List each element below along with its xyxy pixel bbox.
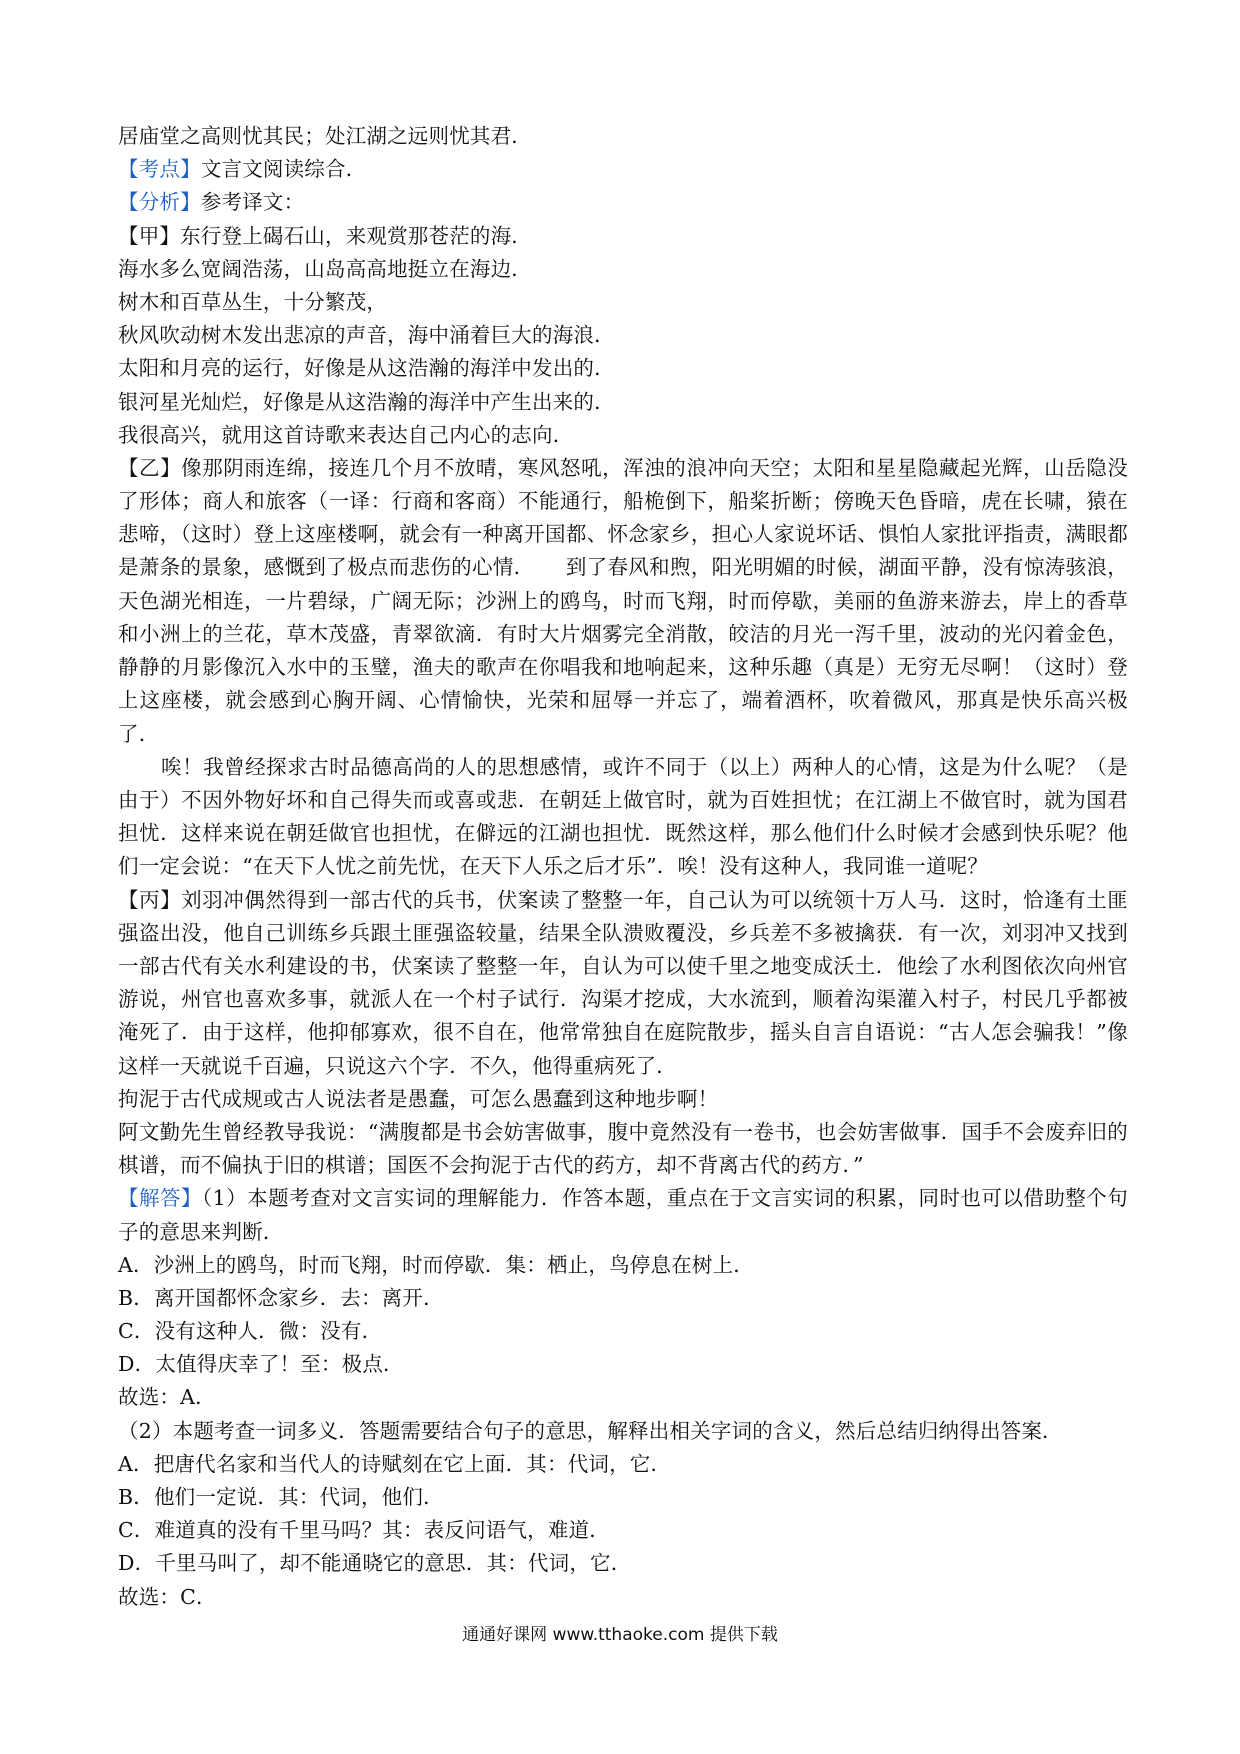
bing-line-2: 拘泥于古代成规或古人说法者是愚蠢，可怎么愚蠢到这种地步啊！ (118, 1086, 719, 1111)
jia-verse-line: 我很高兴，就用这首诗歌来表达自己内心的志向． (118, 422, 574, 447)
fenxi-tag: 【分析】 (118, 190, 201, 215)
jia-verse-line: 太阳和月亮的运行，好像是从这浩瀚的海洋中发出的． (118, 356, 615, 381)
jia-verse-line: 树木和百草丛生，十分繁茂， (118, 289, 388, 314)
kaodian-text: 文言文阅读综合． (200, 157, 367, 182)
option-line: D．千里马叫了，却不能通晓它的意思．其：代词，它． (118, 1551, 632, 1576)
fenxi-line (118, 186, 1128, 219)
option-line: D．太值得庆幸了！至：极点． (118, 1352, 404, 1377)
jia-first: 东行登上碣石山，来观赏那苍茫的海． (180, 223, 533, 248)
jia-verse-line: 秋风吹动树木发出悲凉的声音，海中涌着巨大的海浪． (118, 323, 615, 348)
option-line: B．离开国都怀念家乡．去：离开． (118, 1285, 444, 1310)
kaodian-line (118, 153, 1128, 186)
answer-line: 故选：A． (118, 1385, 216, 1410)
bing-text: 刘羽冲偶然得到一部古代的兵书，伏案读了整整一年，自己认为可以统领十万人马．这时，恰逢有土匪强盗出没，他自己训练乡兵跟土匪强盗较量，结果全队溃败覆没，乡兵差不多被擒获．有一次，刘羽冲又找到一部古代有关水利建设的书，伏案读了整整一年，自认为可以使千里之地变成沃土．他绘了水利图依次向州官游说，州官也喜欢多事，就派人在一个村子试行．沟渠才挖成，大水流到，顺着沟渠灌入村子，村民几乎都被淹死了．由于这样，他抑郁寡欢，很不自在，他常常独自在庭院散步，摇头自言自语说：“古人怎会骗我！”像这样一天就说千百遍，只说这六个字．不久，他得重病死了． (118, 887, 1128, 1078)
text-line: 居庙堂之高则忧其民；处江湖之远则忧其君． (118, 124, 532, 148)
jia-line (118, 220, 1128, 253)
option-line: C．难道真的没有千里马吗？其：表反问语气，难道． (118, 1518, 610, 1543)
yi-tag: 【乙】 (118, 455, 182, 480)
jia-verse-line: 银河星光灿烂，好像是从这浩瀚的海洋中产生出来的． (118, 389, 615, 414)
bing-tag: 【丙】 (118, 887, 182, 912)
yi-paragraph-2: 唉！我曾经探求古时品德高尚的人的思想感情，或许不同于（以上）两种人的心情，这是为什么呢？（是由于）不因外物好坏和自己得失而或喜或悲．在朝廷上做官时，就为百姓担忧；在江湖上不做官时，就为国君担忧．这样来说在朝廷做官也担忧，在僻远的江湖也担忧．既然这样，那么他们什么时候才会感到快乐呢？他们一定会说：“在天下人忧之前先忧，在天下人乐之后才乐”．唉！没有这种人，我同谁一道呢？ (118, 754, 1128, 879)
jieda-text: （1）本题考查对文言实词的理解能力．作答本题，重点在于文言实词的积累，同时也可以借助整个句子的意思来判断． (118, 1186, 1128, 1244)
yi-text: 像那阴雨连绵，接连几个月不放晴，寒风怒吼，浑浊的浪冲向天空；太阳和星星隐藏起光辉，山岳隐没了形体；商人和旅客（一译：行商和客商）不能通行，船桅倒下，船桨折断；傍晚天色昏暗，虎在长啸，猿在悲啼，（这时）登上这座楼啊，就会有一种离开国都、怀念家乡，担心人家说坏话、惧怕人家批评指责，满眼都是萧条的景象，感慨到了极点而悲伤的心情． 到了春风和煦，阳光明媚的时候，湖面平静，没有惊涛骇浪，天色湖光相连，一片碧绿，广阔无际；沙洲上的鸥鸟，时而飞翔，时而停歇，美丽的鱼游来游去，岸上的香草和小洲上的兰花，草木茂盛，青翠欲滴．有时大片烟雾完全消散，皎洁的月光一泻千里，波动的光闪着金色，静静的月影像沉入水中的玉璧，渔夫的歌声在你唱我和地响起来，这种乐趣（真是）无穷无尽啊！（这时）登上这座楼，就会感到心胸开阔、心情愉快，光荣和屈辱一并忘了，端着酒杯，吹着微风，那真是快乐高兴极了． (118, 455, 1128, 746)
yi-paragraph (118, 452, 1128, 751)
bing-paragraph-3: 阿文勤先生曾经教导我说：“满腹都是书会妨害做事，腹中竟然没有一卷书，也会妨害做事．国手不会废弃旧的棋谱，而不偏执于旧的棋谱；国医不会拘泥于古代的药方，却不背离古代的药方．” (118, 1119, 1128, 1178)
option-line: B．他们一定说．其：代词，他们． (118, 1485, 444, 1510)
answer-line: 故选：C． (118, 1584, 217, 1609)
option-line: A．沙洲上的鸥鸟，时而飞翔，时而停歇．集：栖止，鸟停息在树上． (118, 1252, 755, 1277)
jieda-paragraph (118, 1182, 1128, 1248)
jia-verse-line: 海水多么宽阔浩荡，山岛高高地挺立在海边． (118, 256, 532, 281)
fenxi-text: 参考译文： (200, 190, 305, 215)
option-line: A．把唐代名家和当代人的诗赋刻在它上面．其：代词，它． (118, 1451, 672, 1476)
question-2-line: （2）本题考查一词多义．答题需要结合句子的意思，解释出相关字词的含义，然后总结归纳得出答案． (118, 1418, 1063, 1443)
kaodian-tag: 【考点】 (118, 157, 201, 182)
bing-paragraph (118, 884, 1128, 1083)
jia-tag: 【甲】 (118, 223, 181, 248)
option-line: C．没有这种人．微：没有． (118, 1319, 383, 1344)
footer-text: 通通好课网 www.tthaoke.com 提供下载 (462, 1625, 778, 1645)
document-body (118, 120, 1128, 1614)
jieda-tag: 【解答】 (118, 1186, 202, 1211)
